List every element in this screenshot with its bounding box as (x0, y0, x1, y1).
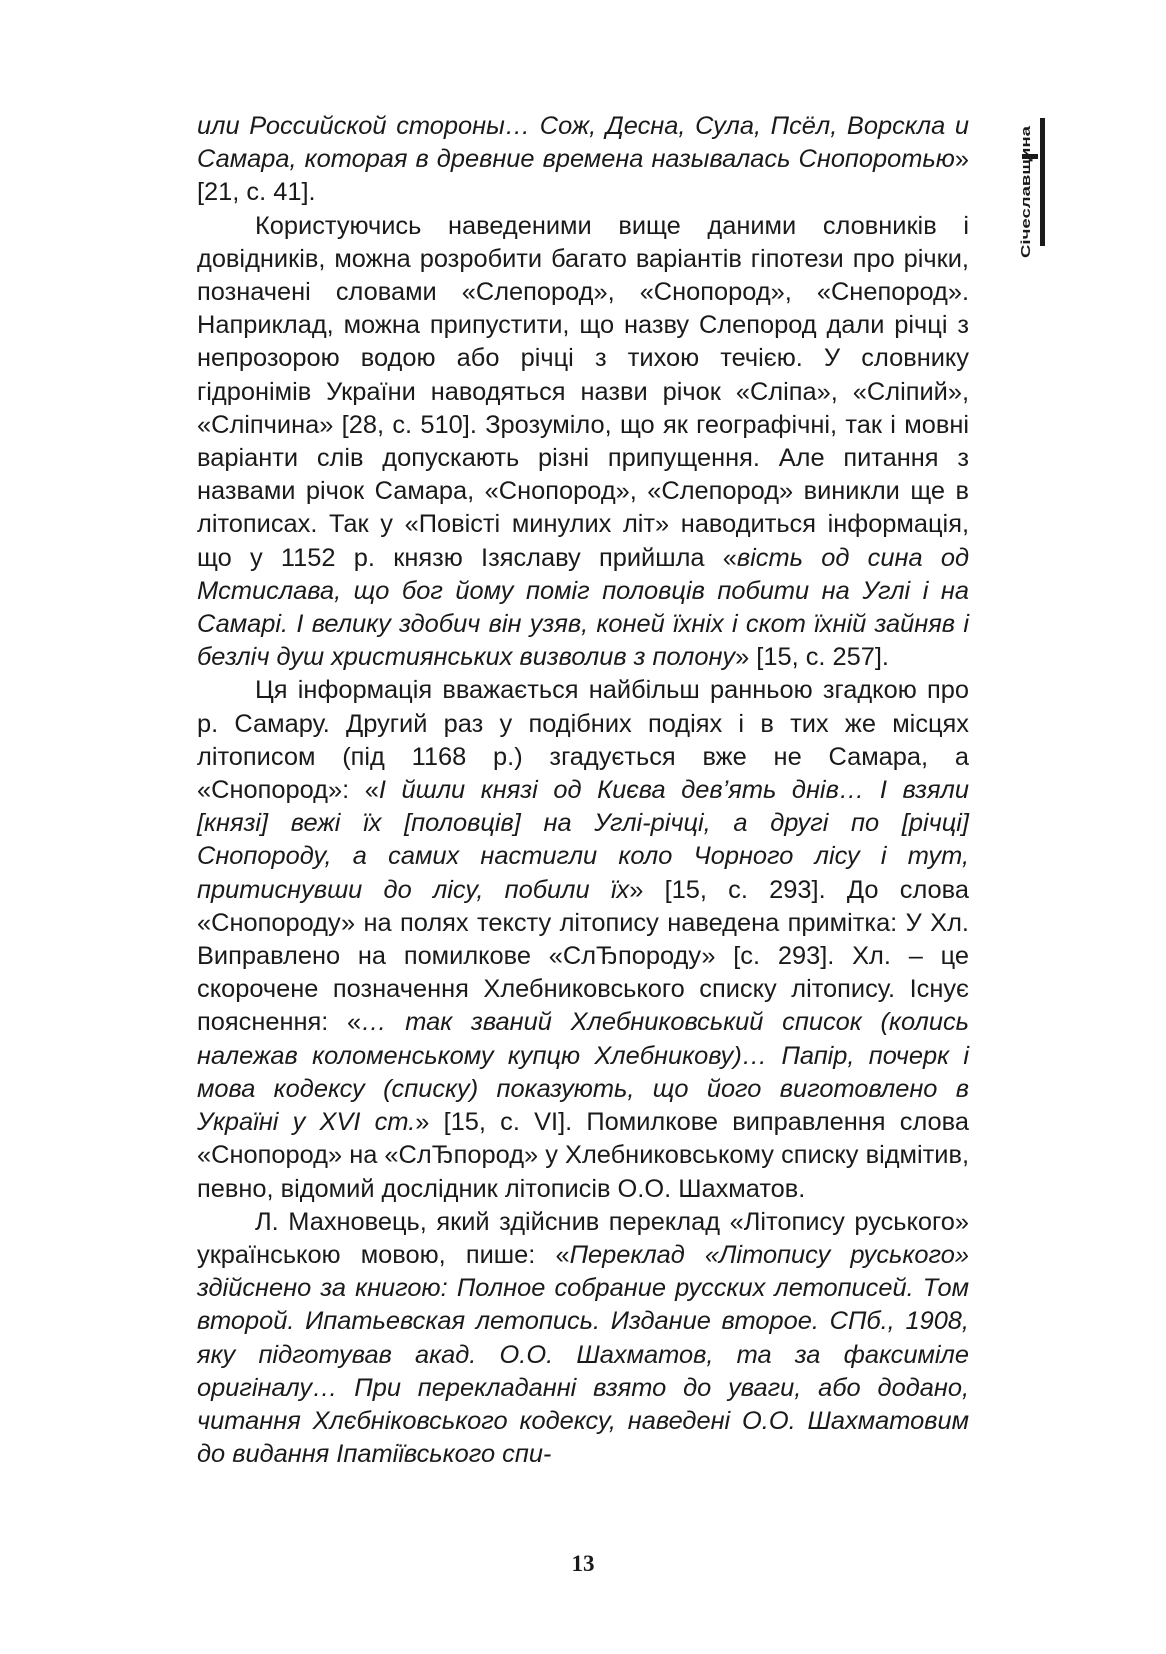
text-span: » [21, с. 41]. (197, 145, 969, 207)
quote-span: … так званий Хлебниковський список (колись належав коломенському купцю Хлебникову)… Папір, почерк і мова кодексу (списку) показують, що його виготовлено в Україні у XVI ст. (197, 1008, 969, 1137)
text-span: » [15, с. 293]. До слова «Снопороду» на полях тексту літопису наведена примітка: У Хл. Виправлено на помилкове «СлЂпороду» [с. 293]. Хл. – це скорочене позначення Хлебниковського списку літопису. Існує пояснення: « (197, 875, 970, 1037)
quote-span: вість од сина од Мстислава, що бог йому поміг половців побити на Углі і на Самарі. І велику здобич він узяв, коней їхніх і скот їхній зайняв і безліч душ християнських визволив з полону (197, 543, 969, 672)
quote-span: Переклад «Літопису руського» здійснено за книгою: Полное собрание русских летописей. Том второй. Ипатьевская летопись. Издание второе. СПб., 1908, яку підготував акад. О.О. Шахматов, та за факсиміле оригіналу… При перекладанні взято до уваги, або додано, читання Хлєбніковського кодексу, наведені О.О. Шахматовим до видання Іпатіївського спи- (197, 1240, 969, 1469)
text-span: » [15, с. VI]. Помилкове виправлення слова «Снопород» на «СлЂпород» у Хлебниковському списку відмітив, певно, відомий дослідник літописів О.О. Шахматов. (197, 1108, 969, 1203)
paragraph (197, 1206, 969, 1472)
page-number: 13 (571, 1551, 595, 1576)
paragraph (197, 110, 969, 210)
quote-span: или Российской стороны… Сож, Десна, Сула, Псёл, Ворскла и Самара, которая в древние времена называлась Снопоротью (197, 112, 969, 174)
text-span: » [15, с. 257]. (735, 643, 889, 672)
quote-span: І йшли князі од Києва дев’ять днів… І взяли [князі] вежі їх [половців] на Углі-річці, а другі по [річці] Снопороду, а самих настигли коло Чорного лісу і тут, притиснувши до лісу, побили їх (197, 776, 969, 904)
text-span: Л. Махновець, який здійснив переклад «Літопису руського» українською мовою, пише: « (197, 1207, 969, 1269)
logo-text: Січеславщина (1018, 165, 1033, 258)
paragraph (197, 674, 969, 1205)
paragraph (197, 210, 969, 675)
main-text (197, 110, 969, 1471)
journal-logo (1000, 118, 1050, 268)
text-span: Ця інформація вважається найбільш ранньою згадкою про р. Самару. Другий раз у подібних подіях і в тих же місцях літописом (під 1168 р.) згадується вже не Самара, а «Снопород»: « (197, 676, 969, 805)
logo-bar (1040, 118, 1045, 246)
text-span: Користуючись наведеними вище даними словників і довідників, можна розробити багато варіантів гіпотези про річки, позначені словами «Слепород», «Снопород», «Снепород». Наприклад, можна припустити, що назву Слепород дали річці з непрозорою водою або річці з тихою течією. У словнику гідронімів України наводяться назви річок «Сліпа», «Сліпий», «Сліпчина» [28, с. 510]. Зрозуміло, що як географічні, так і мовні варіанти слів допускають різні припущення. Але питання з назвами річок Самара, «Снопород», «Слепород» виникли ще в літописах. Так у «Повісті минулих літ» наводиться інформація, що у 1152 р. князю Ізяславу прийшла « (197, 211, 969, 572)
